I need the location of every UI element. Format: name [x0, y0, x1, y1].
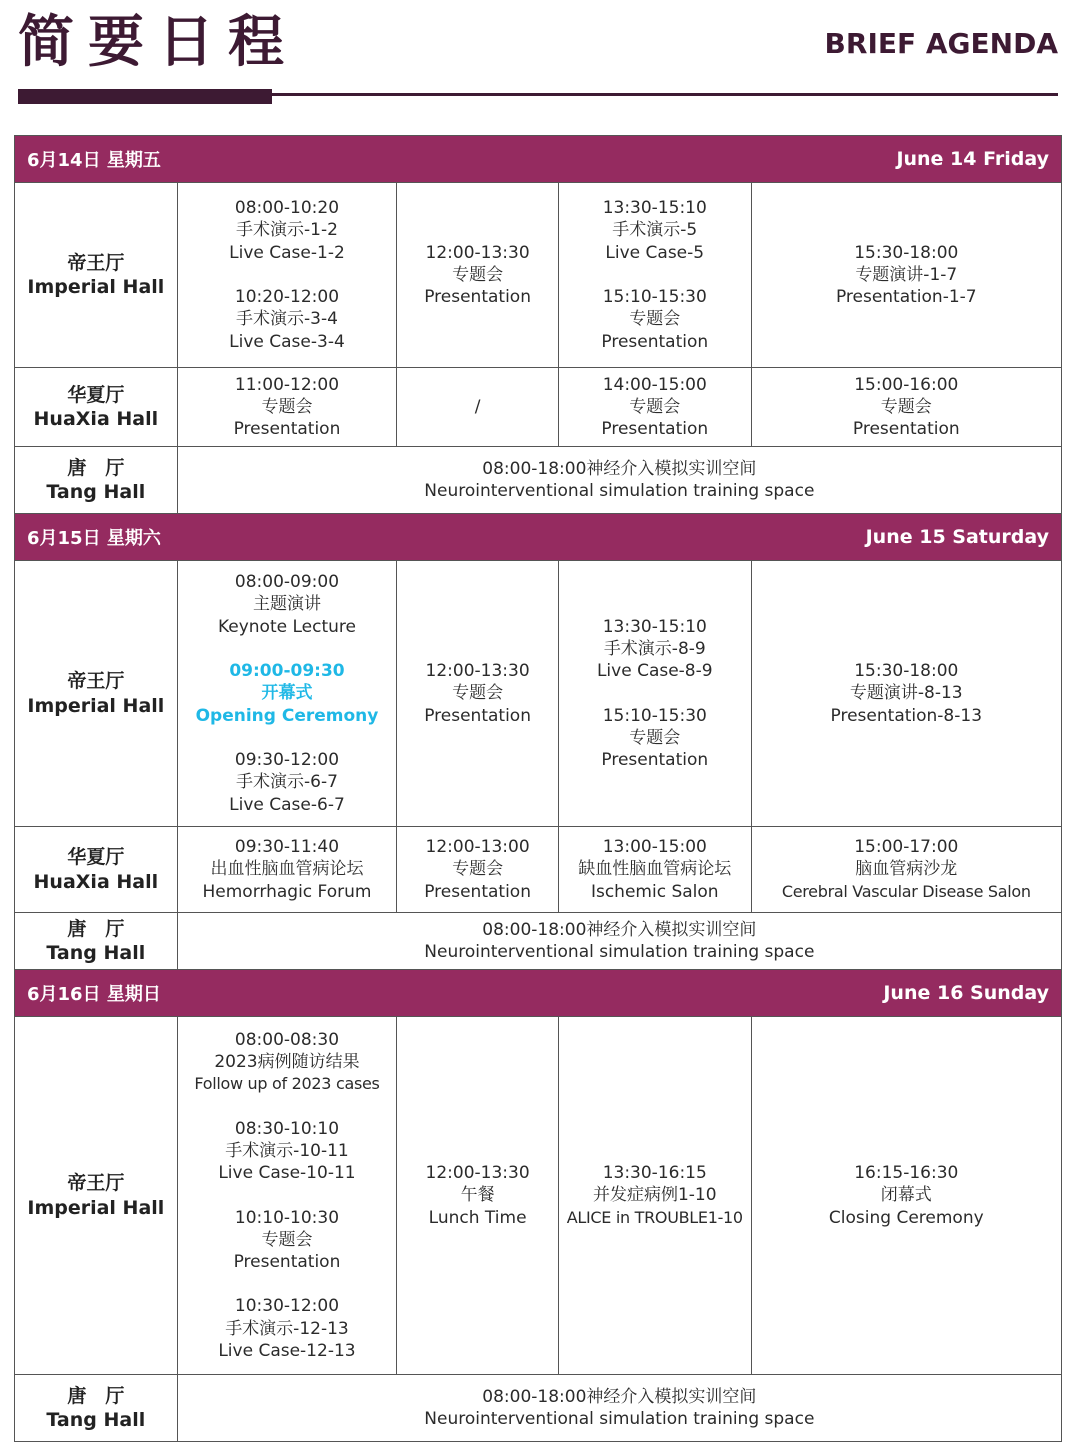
hall-name: [15, 1375, 177, 1441]
session-cell: [177, 183, 397, 367]
session-title-zh: 2023病例随访结果: [214, 1052, 360, 1073]
session-time: 09:30-12:00: [234, 749, 340, 770]
session-title-zh: 手术演示-5: [612, 220, 698, 241]
session-cell: [558, 368, 751, 446]
highlight-session-title-zh: 开幕式: [261, 683, 313, 704]
session-time: 12:00-13:30: [425, 1163, 530, 1184]
hall-name: [15, 183, 177, 367]
session-time: 13:00-15:00: [602, 837, 707, 858]
session-title-en: Presentation: [424, 881, 531, 902]
hall-name-zh: 唐 厅: [67, 1384, 125, 1407]
session-title-zh: 闭幕式: [880, 1185, 932, 1206]
session-title-zh: 手术演示-10-11: [225, 1140, 349, 1161]
session-time: 12:00-13:30: [425, 242, 530, 263]
session-cell: [751, 561, 1061, 826]
session-title-en: Live Case-1-2: [229, 242, 345, 263]
session-cell: [396, 183, 558, 367]
session-time: 08:30-10:10: [234, 1118, 340, 1139]
session-time: 14:00-15:00: [602, 374, 707, 395]
hall-name: [15, 447, 177, 513]
session-title-en: Cerebral Vascular Disease Salon: [781, 881, 1031, 901]
session-time: 10:30-12:00: [234, 1296, 340, 1317]
session-cell: [558, 183, 751, 367]
day-date-en: June 16 Sunday: [883, 982, 1049, 1004]
day-date-en: June 14 Friday: [896, 148, 1049, 170]
day-date-en: June 15 Saturday: [865, 526, 1049, 548]
session-title-en: Presentation-8-13: [830, 705, 983, 726]
session-title-zh: 专题会: [452, 683, 504, 704]
session-cell: [558, 561, 751, 826]
session-cell: [177, 827, 397, 912]
session-title-en: Neurointerventional simulation training space: [424, 1409, 815, 1429]
hall-name-zh: 华夏厅: [67, 846, 125, 868]
day-date-zh: 6月15日 星期六: [27, 528, 161, 549]
hall-name-en: HuaXia Hall: [33, 408, 159, 430]
session-title-zh: 缺血性脑血管病论坛: [578, 859, 732, 880]
title-accent-bar: [18, 89, 272, 104]
highlight-session-time: 09:00-09:30: [229, 661, 345, 682]
session-title-en: Keynote Lecture: [217, 616, 356, 637]
session-time: 08:00-10:20: [234, 198, 340, 219]
hall-name: [15, 827, 177, 912]
hall-name-en: Tang Hall: [46, 1409, 146, 1431]
session-title-en: Presentation: [852, 419, 960, 440]
session-cell: [558, 1017, 751, 1374]
session-title-en: Neurointerventional simulation training space: [424, 942, 815, 962]
hall-name: [15, 561, 177, 826]
hall-name-en: Imperial Hall: [27, 694, 165, 717]
session-title-en: Presentation: [233, 1252, 341, 1273]
imperial-hall-row: [15, 183, 1061, 368]
session-title-zh: 出血性脑血管病论坛: [210, 859, 364, 880]
tang-hall-row: [15, 447, 1061, 514]
session-title-en: Live Case-12-13: [218, 1340, 356, 1361]
session-title-zh: 并发症病例1-10: [592, 1185, 717, 1206]
session-title-en: Presentation: [233, 419, 341, 440]
session-cell: [177, 1375, 1061, 1441]
session-title-zh: 专题会: [452, 264, 504, 285]
session-cell: [396, 368, 558, 446]
session-time: 10:20-12:00: [234, 287, 340, 307]
session-time: 15:00-17:00: [854, 837, 959, 858]
session-cell: [177, 561, 397, 826]
session-cell: [751, 827, 1061, 912]
session-title-en: Follow up of 2023 cases: [194, 1074, 380, 1094]
huaxia-hall-row: [15, 368, 1061, 447]
session-cell: [558, 827, 751, 912]
session-title-en: Presentation: [601, 331, 709, 352]
session-time: 15:00-16:00: [854, 374, 959, 395]
page-title-en: BRIEF AGENDA: [824, 27, 1058, 60]
session-title-zh: 手术演示-3-4: [236, 309, 338, 330]
session-title-zh: 手术演示-6-7: [236, 772, 338, 793]
session-title-zh: 专题会: [629, 309, 681, 330]
hall-name-en: Tang Hall: [46, 481, 146, 503]
session-title-zh: 专题会: [261, 1229, 313, 1250]
session-cell: [751, 183, 1061, 367]
session-title-en: Hemorrhagic Forum: [202, 881, 372, 902]
session-title-zh: 08:00-18:00神经介入模拟实训空间: [482, 919, 757, 940]
session-title-en: Live Case-6-7: [229, 794, 345, 815]
hall-name-zh: 帝王厅: [67, 670, 125, 692]
session-cell: [751, 1017, 1061, 1374]
day-header: [15, 970, 1061, 1017]
hall-name-en: Imperial Hall: [27, 1196, 165, 1219]
session-time: 08:00-08:30: [234, 1029, 340, 1050]
session-title-zh: 专题会: [880, 396, 932, 417]
session-title-en: ALICE in TROUBLE1-10: [566, 1207, 743, 1227]
hall-name-en: HuaXia Hall: [33, 870, 159, 893]
session-title-en: Presentation: [424, 705, 531, 726]
hall-name-zh: 帝王厅: [67, 1172, 125, 1194]
session-title-en: Presentation: [424, 287, 531, 308]
hall-name-zh: 唐 厅: [67, 456, 125, 479]
session-time: 13:30-15:10: [602, 616, 707, 637]
hall-name: [15, 913, 177, 969]
huaxia-hall-row: [15, 827, 1061, 913]
day-header: [15, 136, 1061, 183]
session-time: 12:00-13:30: [425, 661, 530, 682]
session-title-en: Neurointerventional simulation training space: [424, 481, 815, 501]
session-title-en: Live Case-8-9: [596, 661, 713, 682]
session-time: 12:00-13:00: [425, 837, 530, 858]
session-cell: [177, 447, 1061, 513]
highlight-session-title-en: Opening Ceremony: [195, 705, 379, 726]
session-time: 13:30-15:10: [602, 198, 707, 219]
session-title-zh: 专题会: [629, 396, 681, 417]
session-title-en: Presentation-1-7: [835, 287, 977, 308]
session-title-en: Lunch Time: [428, 1207, 527, 1228]
session-title-en: Closing Ceremony: [828, 1207, 984, 1228]
session-time: 13:30-16:15: [602, 1163, 707, 1184]
tang-hall-row: [15, 1375, 1061, 1441]
session-time: 15:30-18:00: [854, 661, 959, 682]
hall-name-en: Tang Hall: [46, 942, 146, 964]
session-time: 10:10-10:30: [234, 1207, 340, 1228]
session-time: 15:10-15:30: [602, 287, 707, 307]
session-title-zh: 专题会: [261, 396, 313, 417]
hall-name: [15, 1017, 177, 1374]
session-title-zh: 08:00-18:00神经介入模拟实训空间: [482, 458, 757, 479]
session-time: 09:30-11:40: [234, 837, 340, 858]
session-title-zh: 手术演示-1-2: [236, 220, 338, 241]
hall-name-zh: 唐 厅: [67, 917, 125, 940]
session-title-en: Live Case-3-4: [229, 331, 345, 352]
session-title-en: Presentation: [601, 419, 709, 440]
agenda-table: [14, 135, 1062, 1442]
session-title-zh: 专题演讲-8-13: [849, 683, 963, 704]
session-title-en: Live Case-5: [605, 242, 705, 263]
session-title-zh: 午餐: [460, 1185, 495, 1206]
session-time: 16:15-16:30: [854, 1163, 959, 1184]
day-date-zh: 6月16日 星期日: [27, 984, 161, 1005]
session-empty: /: [474, 396, 481, 417]
session-title-zh: 专题演讲-1-7: [855, 264, 958, 285]
session-title-zh: 手术演示-12-13: [225, 1318, 349, 1339]
hall-name-zh: 帝王厅: [67, 251, 125, 274]
session-title-zh: 脑血管病沙龙: [855, 859, 958, 880]
hall-name: [15, 368, 177, 446]
session-title-zh: 手术演示-8-9: [603, 638, 706, 659]
session-time: 15:30-18:00: [854, 242, 959, 263]
imperial-hall-row: [15, 561, 1061, 827]
session-cell: [751, 368, 1061, 446]
day-header: [15, 514, 1061, 561]
session-title-en: Live Case-10-11: [218, 1163, 356, 1184]
session-cell: [396, 561, 558, 826]
session-cell: [177, 1017, 397, 1374]
session-cell: [396, 827, 558, 912]
session-title-en: Ischemic Salon: [590, 881, 719, 902]
imperial-hall-row: [15, 1017, 1061, 1375]
hall-name-zh: 华夏厅: [67, 383, 125, 406]
session-time: 15:10-15:30: [602, 705, 707, 726]
session-cell: [396, 1017, 558, 1374]
session-time: 11:00-12:00: [234, 374, 340, 395]
session-cell: [177, 913, 1061, 969]
page-title-zh: 简要日程: [18, 10, 298, 75]
day-date-zh: 6月14日 星期五: [27, 150, 161, 171]
session-title-zh: 08:00-18:00神经介入模拟实训空间: [482, 1386, 757, 1407]
session-title-zh: 专题会: [452, 859, 504, 880]
session-title-zh: 主题演讲: [252, 594, 321, 615]
tang-hall-row: [15, 913, 1061, 970]
session-title-en: Presentation: [601, 750, 709, 771]
session-cell: [177, 368, 397, 446]
session-time: 08:00-09:00: [234, 572, 340, 593]
session-title-zh: 专题会: [629, 727, 681, 748]
hall-name-en: Imperial Hall: [27, 276, 165, 298]
